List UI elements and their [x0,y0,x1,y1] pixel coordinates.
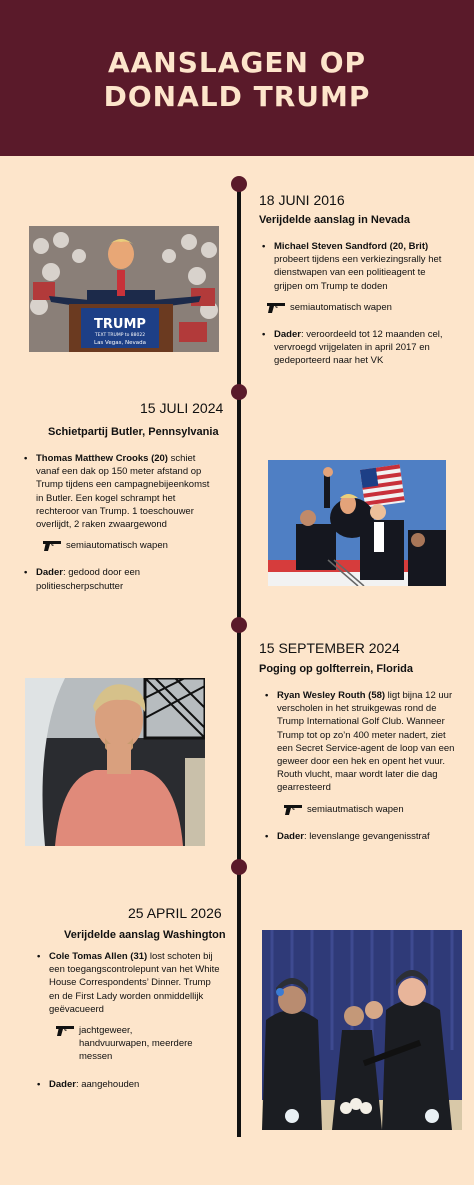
event-3-description [265,689,455,795]
event-1-description-text: probeert tijdens een verkiezingsrally het dienstwapen van een politieagent te grijpen om Trump te doden [274,254,442,292]
event-4-weapon [37,1024,223,1064]
event-2-bullets [24,452,216,601]
event-2-photo [268,460,446,586]
event-3-bullets [265,689,455,851]
timeline-dot-1 [231,176,247,192]
event-3-person: Ryan Wesley Routh (58) [277,690,386,701]
event-1-photo [29,226,219,352]
event-4-dader-label: Dader [49,1078,76,1090]
event-3-dader-label: Dader [277,830,304,842]
event-2-dader-text: : gedood door een politiescherpschutter [36,567,141,592]
event-1-dader [262,328,452,368]
event-2-description [24,452,216,531]
event-4-weapon-label: jachtgeweer, handvuurwapen, meerdere messen [79,1025,193,1063]
event-4-bullets [37,950,223,1099]
event-4-dader [37,1078,223,1091]
event-2-weapon-label: semiautomatisch wapen [66,540,168,552]
page-title-line-2: DONALD TRUMP [103,80,371,113]
event-2-dader-label: Dader [36,567,63,579]
event-3-title: Poging op golfterrein, Florida [259,663,413,675]
event-2-dader [24,566,216,592]
event-4-photo [262,930,462,1130]
event-1-weapon [262,301,452,314]
event-2-date: 15 JULI 2024 [140,400,224,416]
event-3-dader [265,830,455,843]
event-3-date: 15 SEPTEMBER 2024 [259,640,400,656]
event-1-title: Verijdelde aanslag in Nevada [259,214,411,226]
event-2-description-text: schiet vanaf een dak op 150 meter afstand op Trump tijdens een campagnebijeenkomst in Butler. Een kogel schrampt het rechteroor van Trump. 1 toeschouwer overlijdt, 2 raken zwaargewond [36,453,210,531]
page-title [0,46,474,114]
event-4-description [37,950,223,1016]
event-4-description-text: lost schoten bij een toegangscontrolepunt van het White House Correspondents’ Dinner. Trump en de First Lady worden onmiddellijk geëvacueerd [49,951,220,1015]
event-1-description [262,240,452,293]
event-2-weapon [24,539,216,552]
gun-icon [55,1025,75,1037]
event-4-date: 25 APRIL 2026 [128,905,222,921]
event-3-description-text: ligt bijna 12 uur verscholen in het struikgewas rond de Trump International Golf Club. Wanneer Trump tot op zo’n 400 meter nadert, ziet een Secret Service-agent de loop van een geweer door een hek en opent het vuur. Routh vlucht, maar wordt later die dag gearresteerd [277,690,455,794]
timeline-dot-3 [231,617,247,633]
podium-text: TRUMP [94,317,146,332]
event-1-date: 18 JUNI 2016 [259,192,345,208]
event-2-person: Thomas Matthew Crooks (20) [36,453,168,464]
event-4-title: Verijdelde aanslag Washington [64,929,226,941]
podium-city-text: Las Vegas, Nevada [94,340,146,346]
gun-icon [283,804,303,816]
event-1-dader-text: : veroordeeld tot 12 maanden cel, vervroegd vrijgelaten in april 2017 en gedeporteerd naar het VK [274,329,443,367]
timeline-dot-2 [231,384,247,400]
gun-icon [266,302,286,314]
event-3-weapon-label: semiautmatisch wapen [307,803,404,815]
timeline-line [237,182,241,1137]
podium-small-text: TEXT TRUMP to 88022 [94,333,146,338]
event-1-weapon-label: semiautomatisch wapen [290,301,392,313]
event-4-dader-text: : aangehouden [75,1078,140,1090]
event-3-dader-text: : levenslange gevangenisstraf [303,830,430,842]
page-title-line-1: AANSLAGEN OP [107,46,367,79]
event-4-person: Cole Tomas Allen (31) [49,951,148,962]
timeline-dot-4 [231,859,247,875]
event-1-bullets [262,240,452,376]
event-1-person: Michael Steven Sandford (20, Brit) [274,241,429,252]
header-banner [0,0,474,156]
event-3-photo [25,678,205,846]
event-3-weapon [265,803,455,816]
gun-icon [42,540,62,552]
event-1-dader-label: Dader [274,329,301,341]
event-2-title: Schietpartij Butler, Pennsylvania [48,426,219,438]
